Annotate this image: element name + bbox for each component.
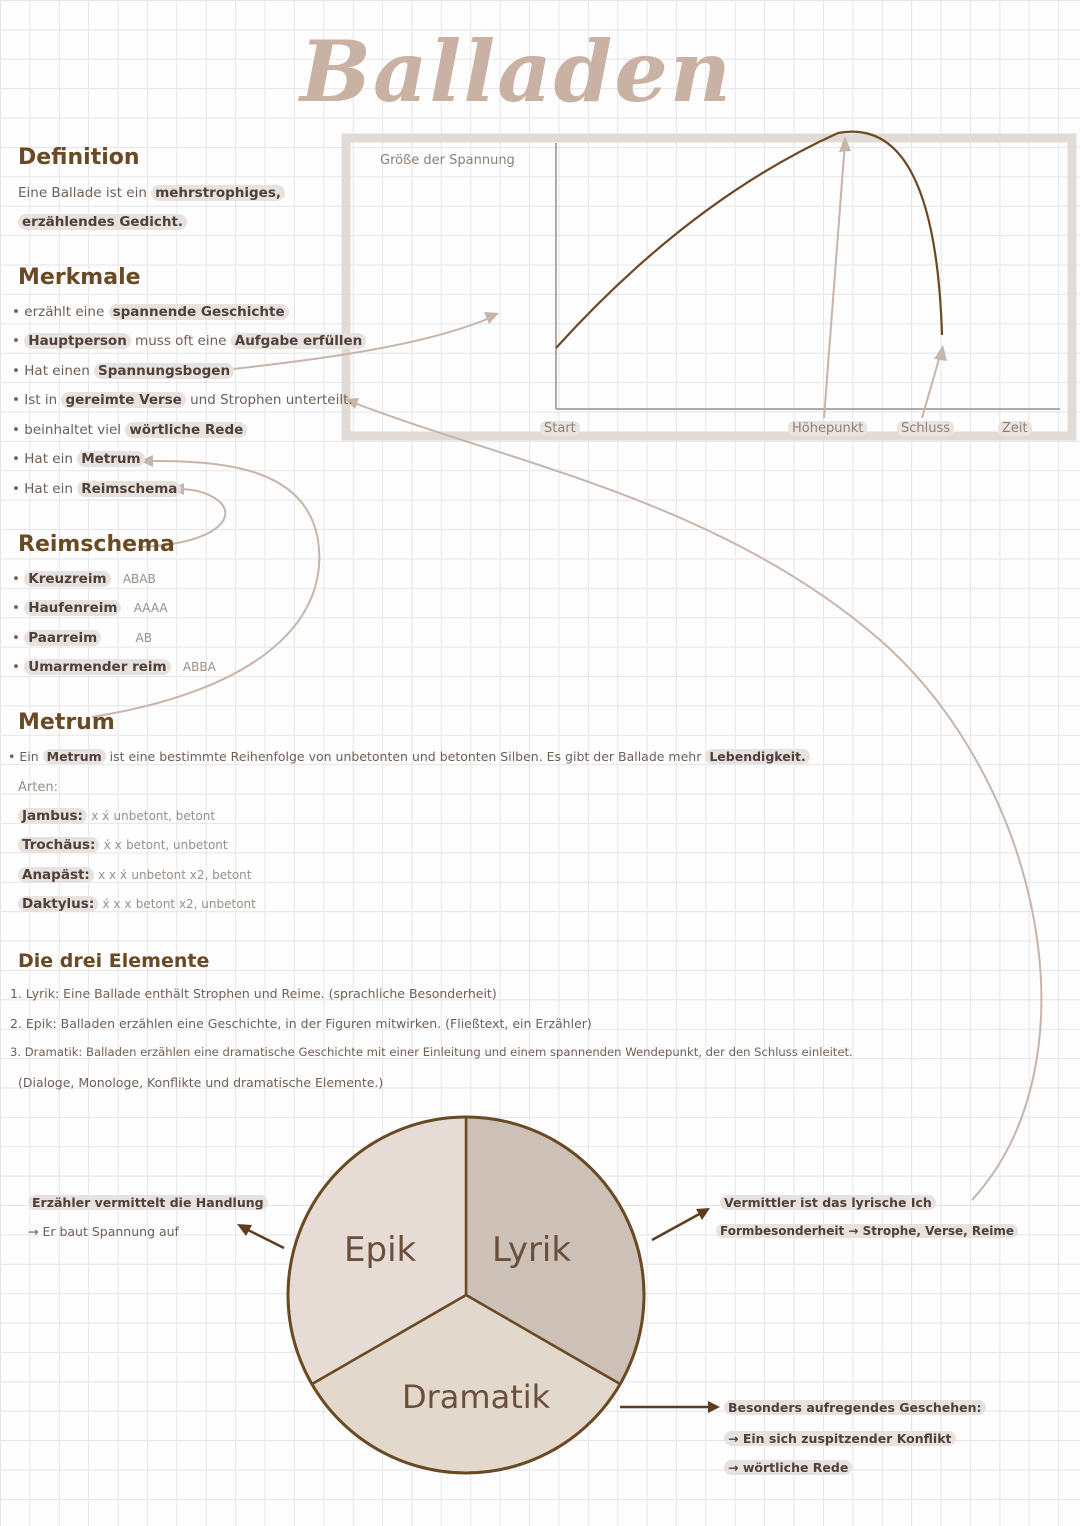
epik-note-2: → Er baut Spannung auf: [28, 1224, 179, 1239]
reimschema-item: • Paarreim AB: [12, 630, 152, 646]
chart-tick-zeit: Zeit: [998, 421, 1032, 436]
pie-label-epik: Epik: [344, 1230, 417, 1270]
metrum-type: Jambus: x x́ unbetont, betont: [18, 808, 215, 824]
reimschema-item: • Kreuzreim ABAB: [12, 571, 156, 587]
reimschema-item: • Umarmender reim ABBA: [12, 659, 216, 675]
chart-frame: [346, 138, 1072, 436]
chart-tick-start: Start: [540, 421, 580, 436]
tension-curve: [556, 132, 942, 348]
chart-tick-hoehepunkt: Höhepunkt: [788, 421, 867, 436]
drama-note-2: → Ein sich zuspitzender Konflikt: [724, 1431, 956, 1446]
merkmal-item: • beinhaltet viel wörtliche Rede: [12, 422, 247, 438]
metrum-type: Trochäus: x́ x betont, unbetont: [18, 837, 228, 853]
elemente-heading: Die drei Elemente: [18, 950, 210, 972]
merkmal-item: • Hat einen Spannungsbogen: [12, 363, 234, 379]
reimschema-heading: Reimschema: [18, 532, 175, 557]
chart-tick-schluss: Schluss: [897, 421, 954, 436]
merkmal-item: • Hat ein Reimschema: [12, 481, 181, 497]
lyrik-note-1: Vermittler ist das lyrische Ich: [720, 1195, 936, 1210]
definition-line-2: erzählendes Gedicht.: [18, 214, 187, 230]
drama-note-1: Besonders aufregendes Geschehen:: [724, 1400, 986, 1415]
metrum-connector: [92, 461, 319, 717]
reimschema-item: • Haufenreim AAAA: [12, 600, 168, 616]
chart-y-label: Größe der Spannung: [380, 153, 515, 168]
merkmal-item: • erzählt eine spannende Geschichte: [12, 304, 289, 320]
definition-heading: Definition: [18, 145, 140, 170]
drama-note-3: → wörtliche Rede: [724, 1460, 852, 1475]
merkmal-item: • Hat ein Metrum: [12, 451, 145, 467]
metrum-description: • Ein Metrum ist eine bestimmte Reihenfolge von unbetonten und betonten Silben. Es gibt der Ballade mehr Lebendigkeit.: [8, 749, 810, 764]
lyrik-arrow: [652, 1212, 703, 1240]
end-arrow: [922, 352, 941, 418]
elemente-item-lyrik: 1. Lyrik: Eine Ballade enthält Strophen und Reime. (sprachliche Besonderheit): [10, 986, 497, 1001]
lyrik-note-2: Formbesonderheit → Strophe, Verse, Reime: [716, 1224, 1018, 1238]
merkmal-item: • Ist in gereimte Verse und Strophen unterteilt.: [12, 392, 353, 408]
elemente-item-dramatik: 3. Dramatik: Balladen erzählen eine dramatische Geschichte mit einer Einleitung und einem spannenden Wendepunkt, der den Schluss einleitet.: [10, 1045, 853, 1059]
peak-arrow: [824, 142, 845, 418]
merkmal-item: • Hauptperson muss oft eine Aufgabe erfüllen: [12, 333, 366, 349]
elemente-item-note: (Dialoge, Monologe, Konflikte und dramatische Elemente.): [18, 1075, 384, 1090]
pie-label-dramatik: Dramatik: [402, 1378, 551, 1416]
elemente-item-epik: 2. Epik: Balladen erzählen eine Geschichte, in der Figuren mitwirken. (Fließtext, ein Erzähler): [10, 1016, 592, 1031]
merkmale-heading: Merkmale: [18, 265, 141, 290]
pie-label-lyrik: Lyrik: [492, 1230, 572, 1270]
elements-pie: [288, 1117, 644, 1473]
epik-arrow: [244, 1228, 284, 1248]
page-title: Balladen: [300, 22, 733, 121]
definition-line-1: Eine Ballade ist ein mehrstrophiges,: [18, 185, 285, 201]
epik-note-1: Erzähler vermittelt die Handlung: [28, 1195, 268, 1210]
metrum-heading: Metrum: [18, 710, 115, 735]
metrum-type: Daktylus: x́ x x betont x2, unbetont: [18, 896, 256, 912]
metrum-arten-label: Arten:: [18, 780, 58, 795]
metrum-type: Anapäst: x x x́ unbetont x2, betont: [18, 867, 251, 883]
lyrik-connector: [352, 402, 1041, 1200]
